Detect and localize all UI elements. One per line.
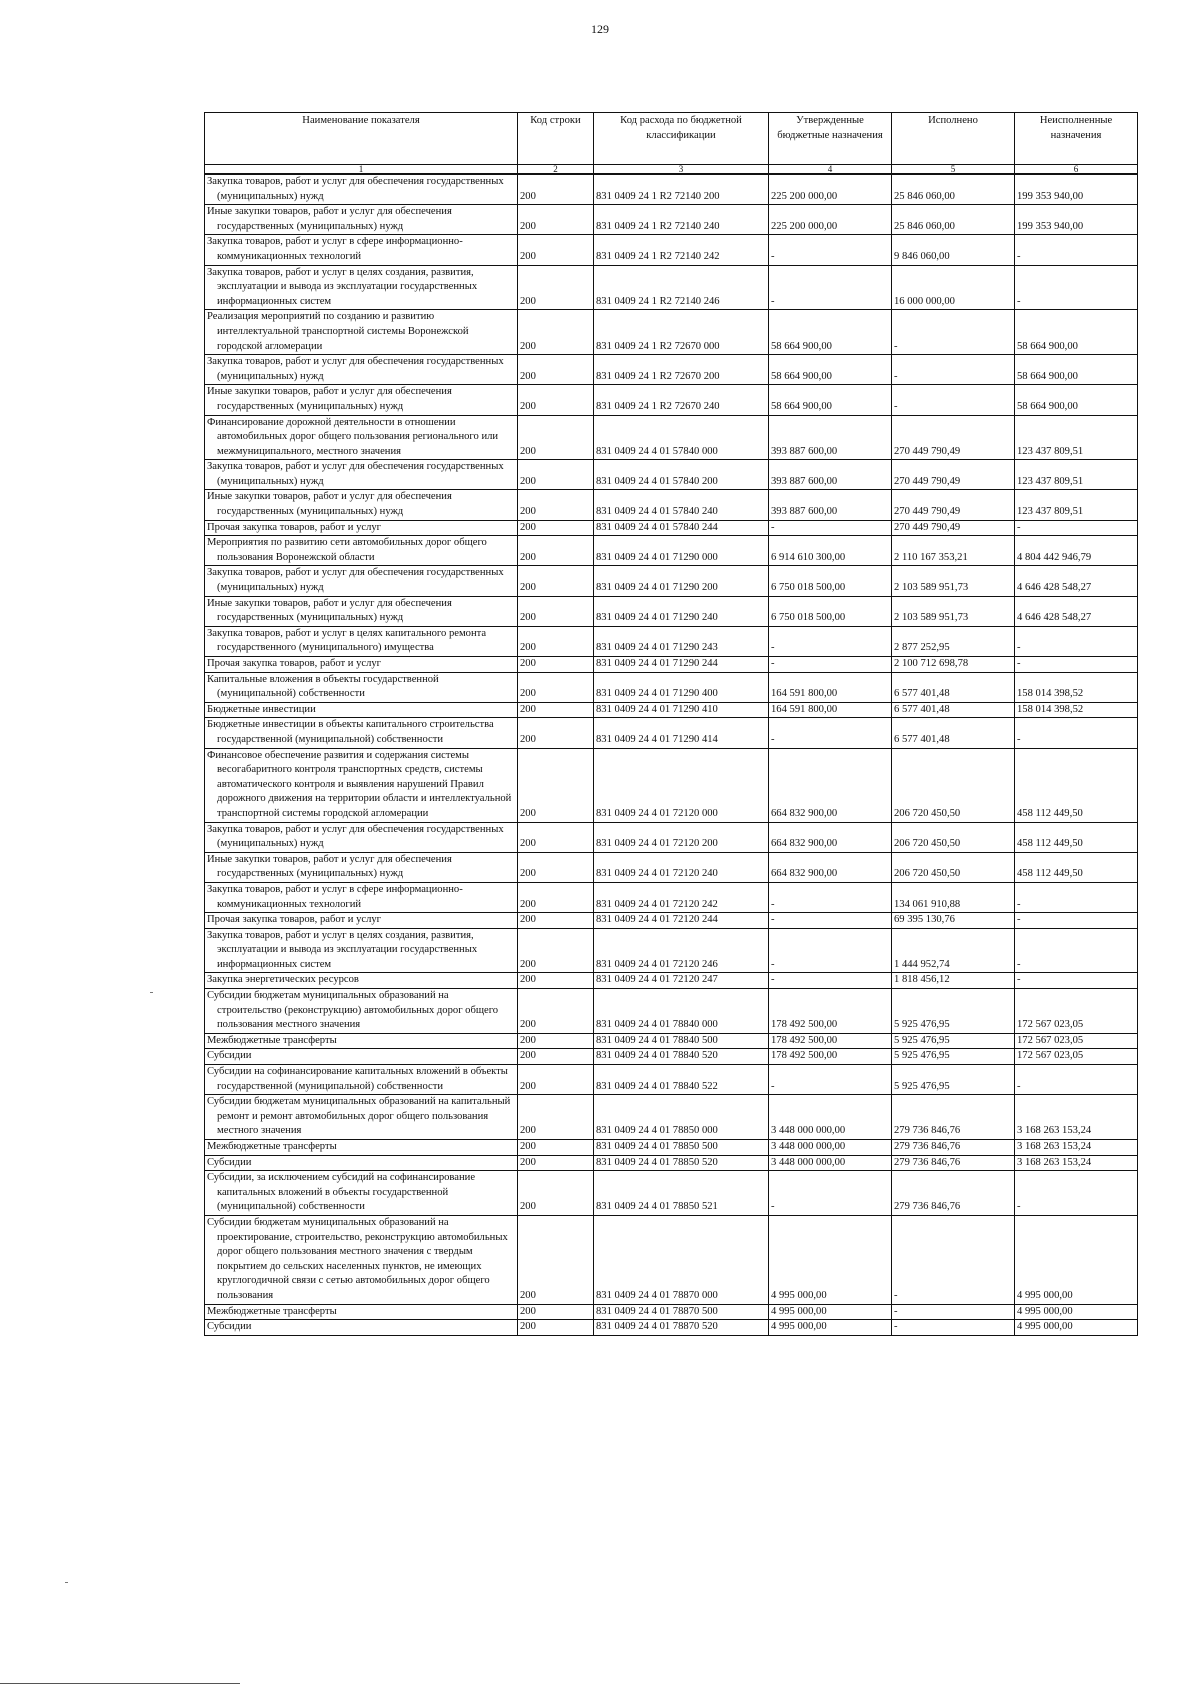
executed-amount-cell: - xyxy=(892,1215,1015,1304)
table-row xyxy=(205,520,1138,536)
executed-amount-cell: 270 449 790,49 xyxy=(892,520,1015,536)
executed-amount-cell: 206 720 450,50 xyxy=(892,822,1015,852)
line-code-cell: 200 xyxy=(518,882,594,912)
indicator-name-cell: Иные закупки товаров, работ и услуг для обеспечения государственных (муниципальных) нужд xyxy=(205,385,518,415)
table-row xyxy=(205,235,1138,265)
line-code-cell: 200 xyxy=(518,1155,594,1171)
table-row xyxy=(205,882,1138,912)
approved-amount-cell: 178 492 500,00 xyxy=(769,1049,892,1065)
unexecuted-amount-cell: 158 014 398,52 xyxy=(1015,702,1138,718)
unexecuted-amount-cell: 4 995 000,00 xyxy=(1015,1320,1138,1336)
line-code-cell: 200 xyxy=(518,1095,594,1140)
executed-amount-cell: 2 100 712 698,78 xyxy=(892,657,1015,673)
budget-code-cell: 831 0409 24 4 01 78850 521 xyxy=(594,1171,769,1216)
column-number: 5 xyxy=(892,165,1015,175)
executed-amount-cell: 270 449 790,49 xyxy=(892,460,1015,490)
executed-amount-cell: 2 877 252,95 xyxy=(892,626,1015,656)
line-code-cell: 200 xyxy=(518,174,594,205)
line-code-cell: 200 xyxy=(518,822,594,852)
unexecuted-amount-cell: - xyxy=(1015,265,1138,310)
executed-amount-cell: 16 000 000,00 xyxy=(892,265,1015,310)
table-row xyxy=(205,852,1138,882)
unexecuted-amount-cell: - xyxy=(1015,973,1138,989)
table-row xyxy=(205,626,1138,656)
budget-code-cell: 831 0409 24 4 01 78870 520 xyxy=(594,1320,769,1336)
line-code-cell: 200 xyxy=(518,536,594,566)
budget-code-cell: 831 0409 24 4 01 57840 244 xyxy=(594,520,769,536)
indicator-name-cell: Закупка товаров, работ и услуг в целях создания, развития, эксплуатации и вывода из эксплуатации государственных информационных систем xyxy=(205,265,518,310)
indicator-name-cell: Закупка товаров, работ и услуг в сфере информационно-коммуникационных технологий xyxy=(205,235,518,265)
budget-code-cell: 831 0409 24 4 01 72120 242 xyxy=(594,882,769,912)
table-row xyxy=(205,385,1138,415)
line-code-cell: 200 xyxy=(518,913,594,929)
executed-amount-cell: 6 577 401,48 xyxy=(892,672,1015,702)
unexecuted-amount-cell: 58 664 900,00 xyxy=(1015,355,1138,385)
table-row xyxy=(205,174,1138,205)
table-row xyxy=(205,205,1138,235)
executed-amount-cell: 6 577 401,48 xyxy=(892,702,1015,718)
column-number: 2 xyxy=(518,165,594,175)
approved-amount-cell: 225 200 000,00 xyxy=(769,174,892,205)
budget-code-cell: 831 0409 24 4 01 78840 000 xyxy=(594,989,769,1034)
budget-code-cell: 831 0409 24 4 01 57840 240 xyxy=(594,490,769,520)
approved-amount-cell: - xyxy=(769,882,892,912)
page-footer-line xyxy=(0,1683,240,1684)
unexecuted-amount-cell: 123 437 809,51 xyxy=(1015,460,1138,490)
unexecuted-amount-cell: - xyxy=(1015,882,1138,912)
indicator-name-cell: Закупка энергетических ресурсов xyxy=(205,973,518,989)
indicator-name-cell: Субсидии бюджетам муниципальных образований на строительство (реконструкцию) автомобильных дорог общего пользования местного значения xyxy=(205,989,518,1034)
unexecuted-amount-cell: - xyxy=(1015,520,1138,536)
table-row xyxy=(205,1095,1138,1140)
unexecuted-amount-cell: - xyxy=(1015,913,1138,929)
executed-amount-cell: - xyxy=(892,385,1015,415)
table-row xyxy=(205,310,1138,355)
indicator-name-cell: Иные закупки товаров, работ и услуг для обеспечения государственных (муниципальных) нужд xyxy=(205,596,518,626)
column-number-row xyxy=(205,165,1138,175)
table-row xyxy=(205,1033,1138,1049)
unexecuted-amount-cell: 172 567 023,05 xyxy=(1015,989,1138,1034)
table-row xyxy=(205,1304,1138,1320)
approved-amount-cell: - xyxy=(769,235,892,265)
header-budget-code: Код расхода по бюджетной классификации xyxy=(594,113,769,165)
unexecuted-amount-cell: 4 995 000,00 xyxy=(1015,1215,1138,1304)
approved-amount-cell: 393 887 600,00 xyxy=(769,490,892,520)
unexecuted-amount-cell: - xyxy=(1015,1065,1138,1095)
line-code-cell: 200 xyxy=(518,205,594,235)
table-row xyxy=(205,490,1138,520)
approved-amount-cell: 58 664 900,00 xyxy=(769,355,892,385)
table-row xyxy=(205,1049,1138,1065)
executed-amount-cell: 134 061 910,88 xyxy=(892,882,1015,912)
approved-amount-cell: - xyxy=(769,1065,892,1095)
approved-amount-cell: - xyxy=(769,265,892,310)
indicator-name-cell: Прочая закупка товаров, работ и услуг xyxy=(205,657,518,673)
executed-amount-cell: 5 925 476,95 xyxy=(892,1065,1015,1095)
executed-amount-cell: 5 925 476,95 xyxy=(892,1033,1015,1049)
executed-amount-cell: 1 444 952,74 xyxy=(892,928,1015,973)
approved-amount-cell: 178 492 500,00 xyxy=(769,989,892,1034)
page-number: 129 xyxy=(591,22,609,36)
budget-code-cell: 831 0409 24 4 01 78870 000 xyxy=(594,1215,769,1304)
approved-amount-cell: - xyxy=(769,973,892,989)
budget-code-cell: 831 0409 24 4 01 57840 200 xyxy=(594,460,769,490)
approved-amount-cell: 3 448 000 000,00 xyxy=(769,1155,892,1171)
indicator-name-cell: Иные закупки товаров, работ и услуг для обеспечения государственных (муниципальных) нужд xyxy=(205,852,518,882)
line-code-cell: 200 xyxy=(518,235,594,265)
unexecuted-amount-cell: 4 995 000,00 xyxy=(1015,1304,1138,1320)
approved-amount-cell: 393 887 600,00 xyxy=(769,460,892,490)
line-code-cell: 200 xyxy=(518,989,594,1034)
line-code-cell: 200 xyxy=(518,718,594,748)
line-code-cell: 200 xyxy=(518,657,594,673)
unexecuted-amount-cell: 4 646 428 548,27 xyxy=(1015,596,1138,626)
budget-code-cell: 831 0409 24 4 01 72120 246 xyxy=(594,928,769,973)
line-code-cell: 200 xyxy=(518,928,594,973)
executed-amount-cell: 25 846 060,00 xyxy=(892,205,1015,235)
executed-amount-cell: 270 449 790,49 xyxy=(892,415,1015,460)
budget-code-cell: 831 0409 24 1 R2 72140 200 xyxy=(594,174,769,205)
executed-amount-cell: 279 736 846,76 xyxy=(892,1140,1015,1156)
indicator-name-cell: Субсидии xyxy=(205,1049,518,1065)
indicator-name-cell: Субсидии бюджетам муниципальных образований на проектирование, строительство, реконструкцию автомобильных дорог общего пользования местного значения с твердым покрытием до сельских населенных пунктов, не имеющих круглогодичной связи с сетью автомобильных дорог общего пользования xyxy=(205,1215,518,1304)
indicator-name-cell: Закупка товаров, работ и услуг для обеспечения государственных (муниципальных) нужд xyxy=(205,355,518,385)
executed-amount-cell: 5 925 476,95 xyxy=(892,1049,1015,1065)
line-code-cell: 200 xyxy=(518,852,594,882)
budget-code-cell: 831 0409 24 4 01 71290 244 xyxy=(594,657,769,673)
budget-code-cell: 831 0409 24 4 01 71290 410 xyxy=(594,702,769,718)
indicator-name-cell: Межбюджетные трансферты xyxy=(205,1140,518,1156)
budget-code-cell: 831 0409 24 1 R2 72670 240 xyxy=(594,385,769,415)
executed-amount-cell: - xyxy=(892,1304,1015,1320)
table-row xyxy=(205,928,1138,973)
indicator-name-cell: Межбюджетные трансферты xyxy=(205,1304,518,1320)
approved-amount-cell: 58 664 900,00 xyxy=(769,385,892,415)
indicator-name-cell: Закупка товаров, работ и услуг для обеспечения государственных (муниципальных) нужд xyxy=(205,566,518,596)
line-code-cell: 200 xyxy=(518,1215,594,1304)
budget-code-cell: 831 0409 24 4 01 78850 500 xyxy=(594,1140,769,1156)
approved-amount-cell: 3 448 000 000,00 xyxy=(769,1140,892,1156)
budget-code-cell: 831 0409 24 4 01 78850 000 xyxy=(594,1095,769,1140)
executed-amount-cell: 5 925 476,95 xyxy=(892,989,1015,1034)
table-row xyxy=(205,1215,1138,1304)
approved-amount-cell: - xyxy=(769,1171,892,1216)
header-approved: Утвержденные бюджетные назначения xyxy=(769,113,892,165)
indicator-name-cell: Закупка товаров, работ и услуг в целях создания, развития, эксплуатации и вывода из эксплуатации государственных информационных систем xyxy=(205,928,518,973)
column-number: 4 xyxy=(769,165,892,175)
header-unexecuted: Неисполненные назначения xyxy=(1015,113,1138,165)
executed-amount-cell: 2 110 167 353,21 xyxy=(892,536,1015,566)
table-row xyxy=(205,1140,1138,1156)
unexecuted-amount-cell: 172 567 023,05 xyxy=(1015,1033,1138,1049)
table-row xyxy=(205,1155,1138,1171)
executed-amount-cell: 270 449 790,49 xyxy=(892,490,1015,520)
table-row xyxy=(205,973,1138,989)
line-code-cell: 200 xyxy=(518,596,594,626)
line-code-cell: 200 xyxy=(518,1065,594,1095)
unexecuted-amount-cell: - xyxy=(1015,235,1138,265)
line-code-cell: 200 xyxy=(518,1320,594,1336)
unexecuted-amount-cell: 58 664 900,00 xyxy=(1015,385,1138,415)
indicator-name-cell: Капитальные вложения в объекты государственной (муниципальной) собственности xyxy=(205,672,518,702)
table-row xyxy=(205,596,1138,626)
approved-amount-cell: 58 664 900,00 xyxy=(769,310,892,355)
line-code-cell: 200 xyxy=(518,490,594,520)
approved-amount-cell: 178 492 500,00 xyxy=(769,1033,892,1049)
indicator-name-cell: Мероприятия по развитию сети автомобильных дорог общего пользования Воронежской области xyxy=(205,536,518,566)
line-code-cell: 200 xyxy=(518,520,594,536)
table-row xyxy=(205,415,1138,460)
budget-execution-table xyxy=(204,112,1138,1336)
approved-amount-cell: - xyxy=(769,657,892,673)
indicator-name-cell: Субсидии xyxy=(205,1155,518,1171)
approved-amount-cell: 4 995 000,00 xyxy=(769,1304,892,1320)
executed-amount-cell: - xyxy=(892,1320,1015,1336)
table-row xyxy=(205,1065,1138,1095)
executed-amount-cell: - xyxy=(892,355,1015,385)
budget-code-cell: 831 0409 24 4 01 71290 243 xyxy=(594,626,769,656)
approved-amount-cell: 6 750 018 500,00 xyxy=(769,566,892,596)
budget-code-cell: 831 0409 24 4 01 78850 520 xyxy=(594,1155,769,1171)
unexecuted-amount-cell: 3 168 263 153,24 xyxy=(1015,1095,1138,1140)
line-code-cell: 200 xyxy=(518,310,594,355)
unexecuted-amount-cell: 199 353 940,00 xyxy=(1015,205,1138,235)
executed-amount-cell: 279 736 846,76 xyxy=(892,1095,1015,1140)
scan-mark xyxy=(65,1582,68,1583)
table-row xyxy=(205,460,1138,490)
column-number: 1 xyxy=(205,165,518,175)
budget-code-cell: 831 0409 24 1 R2 72670 200 xyxy=(594,355,769,385)
budget-code-cell: 831 0409 24 4 01 72120 000 xyxy=(594,748,769,822)
unexecuted-amount-cell: 458 112 449,50 xyxy=(1015,748,1138,822)
approved-amount-cell: 393 887 600,00 xyxy=(769,415,892,460)
indicator-name-cell: Финансовое обеспечение развития и содержания системы весогабаритного контроля транспортных средств, системы автоматического контроля и выявления нарушений Правил дорожного движения на территории области и интеллектуальной транспортной системы городской агломерации xyxy=(205,748,518,822)
indicator-name-cell: Бюджетные инвестиции xyxy=(205,702,518,718)
executed-amount-cell: 6 577 401,48 xyxy=(892,718,1015,748)
unexecuted-amount-cell: 3 168 263 153,24 xyxy=(1015,1155,1138,1171)
executed-amount-cell: 1 818 456,12 xyxy=(892,973,1015,989)
line-code-cell: 200 xyxy=(518,265,594,310)
budget-code-cell: 831 0409 24 4 01 71290 400 xyxy=(594,672,769,702)
indicator-name-cell: Финансирование дорожной деятельности в отношении автомобильных дорог общего пользования регионального или межмуниципального, местного значения xyxy=(205,415,518,460)
line-code-cell: 200 xyxy=(518,415,594,460)
executed-amount-cell: 206 720 450,50 xyxy=(892,748,1015,822)
budget-code-cell: 831 0409 24 4 01 57840 000 xyxy=(594,415,769,460)
budget-code-cell: 831 0409 24 4 01 78870 500 xyxy=(594,1304,769,1320)
table-row xyxy=(205,536,1138,566)
indicator-name-cell: Субсидии xyxy=(205,1320,518,1336)
unexecuted-amount-cell: - xyxy=(1015,657,1138,673)
indicator-name-cell: Закупка товаров, работ и услуг в целях капитального ремонта государственного (муниципального) имущества xyxy=(205,626,518,656)
unexecuted-amount-cell: 58 664 900,00 xyxy=(1015,310,1138,355)
unexecuted-amount-cell: 4 646 428 548,27 xyxy=(1015,566,1138,596)
budget-code-cell: 831 0409 24 4 01 72120 247 xyxy=(594,973,769,989)
executed-amount-cell: 2 103 589 951,73 xyxy=(892,566,1015,596)
line-code-cell: 200 xyxy=(518,672,594,702)
line-code-cell: 200 xyxy=(518,1049,594,1065)
line-code-cell: 200 xyxy=(518,1171,594,1216)
approved-amount-cell: 4 995 000,00 xyxy=(769,1215,892,1304)
budget-code-cell: 831 0409 24 1 R2 72140 240 xyxy=(594,205,769,235)
indicator-name-cell: Бюджетные инвестиции в объекты капитального строительства государственной (муниципальной) собственности xyxy=(205,718,518,748)
budget-code-cell: 831 0409 24 4 01 71290 000 xyxy=(594,536,769,566)
budget-code-cell: 831 0409 24 4 01 72120 244 xyxy=(594,913,769,929)
unexecuted-amount-cell: 123 437 809,51 xyxy=(1015,490,1138,520)
line-code-cell: 200 xyxy=(518,1140,594,1156)
budget-code-cell: 831 0409 24 1 R2 72670 000 xyxy=(594,310,769,355)
indicator-name-cell: Реализация мероприятий по созданию и развитию интеллектуальной транспортной системы Воронежской городской агломерации xyxy=(205,310,518,355)
indicator-name-cell: Субсидии бюджетам муниципальных образований на капитальный ремонт и ремонт автомобильных дорог общего пользования местного значения xyxy=(205,1095,518,1140)
budget-code-cell: 831 0409 24 4 01 71290 200 xyxy=(594,566,769,596)
budget-code-cell: 831 0409 24 4 01 78840 522 xyxy=(594,1065,769,1095)
approved-amount-cell: 6 750 018 500,00 xyxy=(769,596,892,626)
line-code-cell: 200 xyxy=(518,566,594,596)
executed-amount-cell: 279 736 846,76 xyxy=(892,1155,1015,1171)
unexecuted-amount-cell: 3 168 263 153,24 xyxy=(1015,1140,1138,1156)
approved-amount-cell: - xyxy=(769,928,892,973)
table-row xyxy=(205,913,1138,929)
indicator-name-cell: Закупка товаров, работ и услуг для обеспечения государственных (муниципальных) нужд xyxy=(205,174,518,205)
line-code-cell: 200 xyxy=(518,1033,594,1049)
indicator-name-cell: Иные закупки товаров, работ и услуг для обеспечения государственных (муниципальных) нужд xyxy=(205,490,518,520)
executed-amount-cell: - xyxy=(892,310,1015,355)
unexecuted-amount-cell: - xyxy=(1015,718,1138,748)
line-code-cell: 200 xyxy=(518,702,594,718)
table-row xyxy=(205,265,1138,310)
approved-amount-cell: - xyxy=(769,913,892,929)
executed-amount-cell: 25 846 060,00 xyxy=(892,174,1015,205)
indicator-name-cell: Прочая закупка товаров, работ и услуг xyxy=(205,913,518,929)
table-row xyxy=(205,672,1138,702)
line-code-cell: 200 xyxy=(518,460,594,490)
scan-mark xyxy=(150,992,153,993)
table-row xyxy=(205,702,1138,718)
budget-code-cell: 831 0409 24 4 01 72120 240 xyxy=(594,852,769,882)
approved-amount-cell: - xyxy=(769,520,892,536)
budget-code-cell: 831 0409 24 1 R2 72140 246 xyxy=(594,265,769,310)
table-row xyxy=(205,1171,1138,1216)
budget-code-cell: 831 0409 24 4 01 78840 500 xyxy=(594,1033,769,1049)
executed-amount-cell: 9 846 060,00 xyxy=(892,235,1015,265)
unexecuted-amount-cell: 172 567 023,05 xyxy=(1015,1049,1138,1065)
budget-code-cell: 831 0409 24 1 R2 72140 242 xyxy=(594,235,769,265)
line-code-cell: 200 xyxy=(518,973,594,989)
table-row xyxy=(205,718,1138,748)
table-row xyxy=(205,748,1138,822)
line-code-cell: 200 xyxy=(518,355,594,385)
budget-code-cell: 831 0409 24 4 01 71290 240 xyxy=(594,596,769,626)
indicator-name-cell: Иные закупки товаров, работ и услуг для обеспечения государственных (муниципальных) нужд xyxy=(205,205,518,235)
line-code-cell: 200 xyxy=(518,1304,594,1320)
approved-amount-cell: 664 832 900,00 xyxy=(769,748,892,822)
indicator-name-cell: Закупка товаров, работ и услуг в сфере информационно-коммуникационных технологий xyxy=(205,882,518,912)
line-code-cell: 200 xyxy=(518,748,594,822)
approved-amount-cell: 164 591 800,00 xyxy=(769,672,892,702)
line-code-cell: 200 xyxy=(518,626,594,656)
unexecuted-amount-cell: - xyxy=(1015,928,1138,973)
column-number: 3 xyxy=(594,165,769,175)
table-row xyxy=(205,822,1138,852)
unexecuted-amount-cell: 123 437 809,51 xyxy=(1015,415,1138,460)
executed-amount-cell: 2 103 589 951,73 xyxy=(892,596,1015,626)
header-indicator-name: Наименование показателя xyxy=(205,113,518,165)
indicator-name-cell: Субсидии, за исключением субсидий на софинансирование капитальных вложений в объекты государственной (муниципальной) собственности xyxy=(205,1171,518,1216)
approved-amount-cell: 164 591 800,00 xyxy=(769,702,892,718)
approved-amount-cell: 664 832 900,00 xyxy=(769,852,892,882)
approved-amount-cell: 6 914 610 300,00 xyxy=(769,536,892,566)
unexecuted-amount-cell: 458 112 449,50 xyxy=(1015,852,1138,882)
table-row xyxy=(205,657,1138,673)
table-row xyxy=(205,1320,1138,1336)
executed-amount-cell: 279 736 846,76 xyxy=(892,1171,1015,1216)
header-line-code: Код строки xyxy=(518,113,594,165)
budget-code-cell: 831 0409 24 4 01 78840 520 xyxy=(594,1049,769,1065)
budget-code-cell: 831 0409 24 4 01 72120 200 xyxy=(594,822,769,852)
unexecuted-amount-cell: 199 353 940,00 xyxy=(1015,174,1138,205)
approved-amount-cell: 664 832 900,00 xyxy=(769,822,892,852)
unexecuted-amount-cell: 158 014 398,52 xyxy=(1015,672,1138,702)
line-code-cell: 200 xyxy=(518,385,594,415)
approved-amount-cell: 4 995 000,00 xyxy=(769,1320,892,1336)
unexecuted-amount-cell: 4 804 442 946,79 xyxy=(1015,536,1138,566)
table-body xyxy=(205,174,1138,1335)
approved-amount-cell: - xyxy=(769,718,892,748)
header-executed: Исполнено xyxy=(892,113,1015,165)
executed-amount-cell: 69 395 130,76 xyxy=(892,913,1015,929)
approved-amount-cell: - xyxy=(769,626,892,656)
budget-code-cell: 831 0409 24 4 01 71290 414 xyxy=(594,718,769,748)
indicator-name-cell: Субсидии на софинансирование капитальных вложений в объекты государственной (муниципальной) собственности xyxy=(205,1065,518,1095)
indicator-name-cell: Прочая закупка товаров, работ и услуг xyxy=(205,520,518,536)
indicator-name-cell: Закупка товаров, работ и услуг для обеспечения государственных (муниципальных) нужд xyxy=(205,460,518,490)
table-row xyxy=(205,355,1138,385)
indicator-name-cell: Закупка товаров, работ и услуг для обеспечения государственных (муниципальных) нужд xyxy=(205,822,518,852)
unexecuted-amount-cell: - xyxy=(1015,626,1138,656)
unexecuted-amount-cell: 458 112 449,50 xyxy=(1015,822,1138,852)
approved-amount-cell: 3 448 000 000,00 xyxy=(769,1095,892,1140)
unexecuted-amount-cell: - xyxy=(1015,1171,1138,1216)
executed-amount-cell: 206 720 450,50 xyxy=(892,852,1015,882)
indicator-name-cell: Межбюджетные трансферты xyxy=(205,1033,518,1049)
approved-amount-cell: 225 200 000,00 xyxy=(769,205,892,235)
table-header xyxy=(205,113,1138,175)
table-row xyxy=(205,989,1138,1034)
column-number: 6 xyxy=(1015,165,1138,175)
table-row xyxy=(205,566,1138,596)
